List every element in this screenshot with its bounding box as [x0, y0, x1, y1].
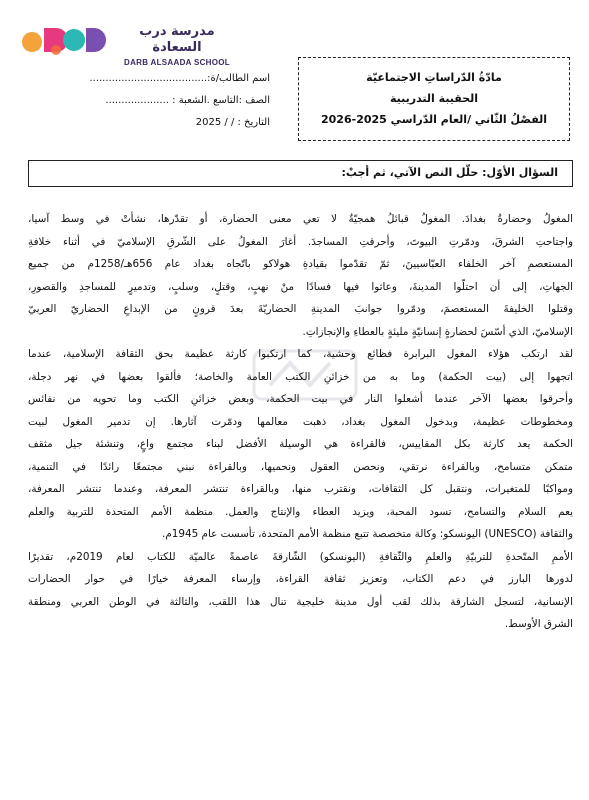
passage-line: لدورها البارز في دعم الكتاب، وتعزيز ثقافة القراءة، وإرساء المعرفة خيارًا في حوار الحضارات [28, 573, 573, 585]
paragraph-3 [28, 546, 573, 636]
school-logo [22, 20, 230, 67]
student-date-field[interactable]: التاريخ : / / 2025 [195, 117, 270, 128]
paragraph-1 [28, 208, 573, 343]
passage-line: المغولُ وحضارةُ بغدادَ. المغولُ قبائلُ همجيّةٌ لا تعي معنى الحضارة، أو تقدّرها، نشأتْ في وسط آسيا، [28, 213, 573, 225]
passage-line: المستعصمِ آخر الخلفاء العبّاسيينَ، ثمّ تقدّموا بقيادةِ هولاكو باتّجاه بغداد عام 656هـ/1258م من جميع [28, 258, 573, 270]
passage-line: وأحرقوا بعضها الآخر عندما أشعلوا النار في بيت الحكمة، وبعض خزائنِ الكتب وما تحويه من نفائس [28, 393, 573, 405]
term-title: الفصْلُ الثّاني /العام الدّراسي 2025-2026 [320, 113, 548, 126]
question-heading [28, 160, 573, 187]
passage-line: الإسلاميّ، الذي أسّسَ لحضارةٍ إنسانيّةٍ مليئةٍ بالعطاءِ والإنجازاتِ. [302, 325, 573, 338]
passage-line: الحكمة يعد كارثة بكل المقاييس، فالقراءة هي الوسيلة الأفضل لبناء مجتمع واعٍ، وتنشئة جيل مثقف [28, 438, 573, 450]
reading-passage [28, 208, 573, 636]
school-logo-text [122, 24, 232, 67]
passage-line: ومخطوطات عظيمة، وبدخول المغول بغداد، ذهبت معالمها ودمّرت آثارها. إن تدمير المغول لبيت [28, 415, 573, 428]
passage-line: الإنسانية، لتسجل الشارقة بذلك لقب أول مدينة خليجية تنال هذا اللقب، والثالثة في الوطن العربي ومنطقة [28, 595, 573, 608]
passage-line: والثقافة (UNESCO) اليونسكو: وكالة متخصصة تتبع منظمة الأمم المتحدة، تأسست عام 1945م. [162, 528, 573, 540]
passage-line: الأممِ المتّحدةِ للتربيّةِ والعلمِ والثّقافةِ (اليونسكو) الشّارقةَ عاصمةً عالميّة للكتاب لعام 2019م، تقديرًا [28, 550, 573, 563]
course-info-box [298, 57, 570, 141]
student-grade-field[interactable]: الصف :التاسع .الشعبة : .................... [105, 95, 270, 106]
bag-title: الحقيبة التدريبية [389, 92, 479, 105]
passage-line: لقد ارتكب هؤلاء المغول البرابرة فظائع وحشية، كما ارتكبوا كارثة عظيمة بحق الثقافة الإسلامية، عندما [28, 348, 573, 360]
school-name-arabic: مدرسة درب السعادة [139, 24, 215, 55]
paragraph-2 [28, 343, 573, 546]
student-name-field[interactable]: اسم الطالب/ة:..................................... [89, 73, 270, 84]
school-name-english: DARB ALSAADA SCHOOL [124, 58, 230, 67]
passage-line: ومواكبًا للمتغيرات، ونتقبل كل الثقافات، ونقترب منها، وبالقراءة تنتشر المعرفة، وعندما تنتشر المعرفة، [28, 483, 573, 495]
student-info [88, 68, 270, 134]
passage-line: يعم السلام والتسامح، تسود المحبة، ويزيد العطاء والإنتاج والعمل. منظمة الأمم المتحدة للتربية والعلم [28, 505, 573, 518]
passage-line: واجتاحتِ الشرقَ، ودمّرتِ البيوتَ، وأحرقتِ المساجدَ. أغارَ المغولُ على الشّرقِ الإسلاميّ في أثناء خلافةِ [28, 235, 573, 248]
subject-title: مادّةُ الدّراساتِ الاجتماعيّة [366, 71, 502, 84]
passage-line: الشرق الأوسط. [504, 618, 573, 630]
passage-line: وقتلوا الخليفةَ المستعصمَ، ودمّروا جوانبَ المدينةِ الحضاريّةَ بعدَ قرونٍ من الإبداعِ الحضاريّ العربيّ [28, 303, 573, 315]
school-logo-mark-icon [22, 20, 106, 58]
passage-line: متمكن متسامح، وبالقراءة نرتقي، ونحصن العقول ونحميها، وبالقراءة نبني مجتمعًا رائدًا في التنمية، [28, 460, 573, 473]
question-title: السؤال الأوّل: حلّل النص الآتي، ثم أجبْ: [341, 166, 558, 179]
passage-line: الجهاتِ، إلى أن احتلّوا المدينةَ، وعاثوا فيها فسادًا منْ نهبٍ، وقتلٍ، وسلبٍ، وتدميرٍ للمساجدِ والقصورِ، [28, 280, 573, 293]
passage-line: اتجهوا إلى (بيت الحكمة) وما به من خزائنِ الكتب العامة والخاصة؛ فألقوا بعضها في نهر دجلة، [28, 370, 573, 383]
